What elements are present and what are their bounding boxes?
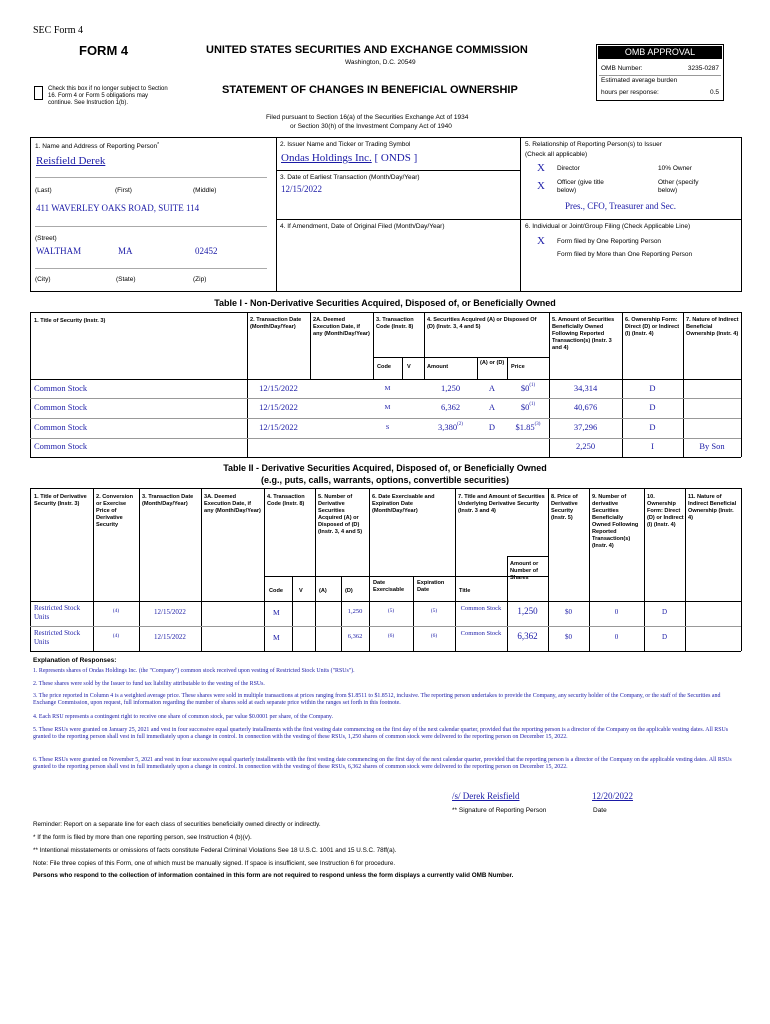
box5-label: 5. Relationship of Reporting Person(s) to Issuer xyxy=(525,141,662,148)
explanation-title: Explanation of Responses: xyxy=(33,657,117,664)
omb-title: OMB APPROVAL xyxy=(598,46,722,59)
t1-h5: 5. Amount of Securities Beneficially Owned Following Reported Transaction(s) (Instr. 3 and 4) xyxy=(552,317,615,351)
t2-v: V xyxy=(299,588,303,594)
box2-label: 2. Issuer Name and Ticker or Trading Symbol xyxy=(280,141,411,148)
t1-row1-date: 12/15/2022 xyxy=(259,383,298,393)
t1-row4-nature: By Son xyxy=(699,441,725,451)
footnote-4: 4. Each RSU represents a contingent right to receive one share of common stock, par value $0.0001 per share, of the Company. xyxy=(33,714,333,720)
reporting-person-name: Reisfield Derek xyxy=(36,155,106,167)
t1-row3-owned: 37,296 xyxy=(573,422,598,432)
t2-h3a: 3A. Deemed Execution Date, if any (Month/Day/Year) xyxy=(204,494,261,514)
t1-row3-amount: 3,380$^{(2)}$ xyxy=(438,422,463,432)
t2-amount-col: Amount or Number of Shares xyxy=(510,561,539,581)
ten-pct-owner-label: 10% Owner xyxy=(658,165,692,172)
t2-row1-expiration: (5) xyxy=(430,608,438,614)
street-label: (Street) xyxy=(35,235,57,242)
t1-row2-date: 12/15/2022 xyxy=(259,402,298,412)
filed-one-person: Form filed by One Reporting Person xyxy=(557,238,662,245)
t2-row1-price: $0 xyxy=(565,608,572,616)
omb-hours-value: 0.5 xyxy=(709,89,719,96)
t1-row3-title: Common Stock xyxy=(34,422,88,432)
filed-line-2: or Section 30(h) of the Investment Company Act of 1940 xyxy=(290,123,452,130)
issuer-name: Ondas Holdings Inc. xyxy=(281,152,372,164)
t1-row1-price-fn: (1) xyxy=(529,383,536,388)
t1-row4-form: I xyxy=(651,441,654,451)
omb-box xyxy=(596,44,724,101)
t1-row2-price: $0$^{(1)}$ xyxy=(520,402,536,412)
t2-row2-date: 12/15/2022 xyxy=(154,633,186,641)
filed-line-1: Filed pursuant to Section 16(a) of the Securities Exchange Act of 1934 xyxy=(266,114,469,121)
t1-row2-code: M xyxy=(384,404,391,411)
director-label: Director xyxy=(557,165,580,172)
t2-h4: 4. Transaction Code (Instr. 8) xyxy=(267,494,305,507)
signature-label: ** Signature of Reporting Person xyxy=(452,807,547,814)
t1-row1-amount: 1,250 xyxy=(440,383,461,393)
checkbox-text: Check this box if no longer subject to Section 16. Form 4 or Form 5 obligations may continue. See Instruction 1(b). xyxy=(48,86,168,107)
t2-row2-underlying: Common Stock xyxy=(460,630,502,637)
statement-title: STATEMENT OF CHANGES IN BENEFICIAL OWNERSHIP xyxy=(222,84,518,96)
t1-row3-ad: D xyxy=(488,422,496,432)
t2-title-col: Title xyxy=(459,588,471,594)
t2-expiration-date: Expiration Date xyxy=(417,580,445,593)
form-title: FORM 4 xyxy=(79,43,129,58)
t1-row3-price: $1.85$^{(3)}$ xyxy=(515,422,541,432)
t1-row1-title: Common Stock xyxy=(34,383,88,393)
t2-row2-code: M xyxy=(273,633,280,642)
earliest-transaction-date: 12/15/2022 xyxy=(281,184,323,194)
table2-title: Table II - Derivative Securities Acquired, Disposed of, or Beneficially Owned xyxy=(223,463,547,473)
note-multiple: * If the form is filed by more than one reporting person, see Instruction 4 (b)(v). xyxy=(33,834,252,841)
box5-sub: (Check all applicable) xyxy=(525,151,588,158)
zip-label: (Zip) xyxy=(193,276,207,283)
other-label: Other (specify below) xyxy=(658,179,699,194)
ticker: [ ONDS ] xyxy=(374,152,418,164)
t2-h11: 11. Nature of Indirect Beneficial Ownership (Instr. 4) xyxy=(688,494,737,521)
t1-row3-price-fn: (3) xyxy=(534,422,541,427)
t2-row1-conversion: (4) xyxy=(112,608,120,614)
t2-row1-disposed: 1,250 xyxy=(347,608,363,615)
omb-hours-label: hours per response: xyxy=(601,89,659,96)
t2-h5: 5. Number of Derivative Securities Acquired (A) or Disposed of (D) (Instr. 3, 4 and 5) xyxy=(318,494,363,535)
agency-title: UNITED STATES SECURITIES AND EXCHANGE COMMISSION xyxy=(206,44,528,56)
t1-row3-code: S xyxy=(385,424,390,431)
t2-row1-owned: 0 xyxy=(614,608,619,616)
t1-row2-owned: 40,676 xyxy=(573,402,598,412)
t1-row1-code: M xyxy=(384,385,391,392)
t2-row1-amount: 1,250 xyxy=(517,606,538,616)
t1-row2-title: Common Stock xyxy=(34,402,88,412)
t2-h10: 10. Ownership Form: Direct (D) or Indirect (I) (Instr. 4) xyxy=(647,494,684,528)
t1-row1-form: D xyxy=(649,383,656,393)
note-reminder: Reminder: Report on a separate line for each class of securities beneficially owned directly or indirectly. xyxy=(33,821,321,828)
t2-d: (D) xyxy=(345,588,353,594)
t2-row2-title: Restricted Stock Units xyxy=(34,629,81,646)
t2-row2-exercisable: (6) xyxy=(387,633,395,639)
director-check: X xyxy=(537,162,545,174)
footnote-3: 3. The price reported in Column 4 is a weighted average price. These shares were sold in multiple transactions at prices ranging from $1.8511 to $1.8512, inclusive. The reporting person undertakes to provide the Company, any security holder of the Company, or the staff of the Securities and Exchange Commission, upon request, full information regarding the number of shares sold at each separate price within the ranges set forth in this footnote. xyxy=(33,693,721,707)
t1-h6: 6. Ownership Form: Direct (D) or Indirect (I) (Instr. 4) xyxy=(625,317,680,337)
note-copies: Note: File three copies of this Form, one of which must be manually signed. If space is insufficient, see Instruction 6 for procedure. xyxy=(33,860,396,867)
t1-row2-ad: A xyxy=(488,402,496,412)
state-label: (State) xyxy=(116,276,136,283)
box6-label: 6. Individual or Joint/Group Filing (Check Applicable Line) xyxy=(525,223,691,230)
last-label: (Last) xyxy=(35,187,52,194)
t2-h6: 6. Date Exercisable and Expiration Date (Month/Day/Year) xyxy=(372,494,435,514)
box3-label: 3. Date of Earliest Transaction (Month/Day/Year) xyxy=(280,174,420,181)
sec-form-label: SEC Form 4 xyxy=(33,25,84,36)
t1-h2a: 2A. Deemed Execution Date, if any (Month/Day/Year) xyxy=(313,317,370,337)
footnote-1: 1. Represents shares of Ondas Holdings Inc. (the "Company") common stock received upon vesting of Restricted Stock Units ("RSUs"). xyxy=(33,668,355,674)
t2-row2-price: $0 xyxy=(565,633,572,641)
t2-row1-underlying: Common Stock xyxy=(460,605,502,612)
omb-burden-label: Estimated average burden xyxy=(601,77,678,84)
note-misstatements: ** Intentional misstatements or omissions of facts constitute Federal Criminal Violations See 18 U.S.C. 1001 and 15 U.S.C. 78ff(a). xyxy=(33,847,397,854)
no-longer-subject-checkbox[interactable] xyxy=(34,86,43,100)
t2-code: Code xyxy=(269,588,283,594)
t1-price: Price xyxy=(511,364,525,370)
officer-label: Officer (give title below) xyxy=(557,179,604,194)
t2-row2-form: D xyxy=(661,633,668,641)
t1-row3-date: 12/15/2022 xyxy=(259,422,298,432)
zip-value: 02452 xyxy=(195,246,218,256)
t2-h3: 3. Transaction Date (Month/Day/Year) xyxy=(142,494,194,507)
t2-row2-expiration: (6) xyxy=(430,633,438,639)
t2-date-exercisable: Date Exercisable xyxy=(373,580,405,593)
t1-h4: 4. Securities Acquired (A) or Disposed Of (D) (Instr. 3, 4 and 5) xyxy=(427,317,537,330)
first-label: (First) xyxy=(115,187,132,194)
t1-row3-amount-fn: (2) xyxy=(457,422,463,427)
one-person-check: X xyxy=(537,235,545,247)
officer-title: Pres., CFO, Treasurer and Sec. xyxy=(565,201,676,211)
omb-number-label: OMB Number: xyxy=(601,65,643,72)
t1-v: V xyxy=(407,364,411,370)
t2-row2-conversion: (4) xyxy=(112,633,120,639)
t1-row2-form: D xyxy=(649,402,656,412)
t2-row2-owned: 0 xyxy=(614,633,619,641)
box1-label: 1. Name and Address of Reporting Person* xyxy=(35,142,160,150)
t2-row2-amount: 6,362 xyxy=(517,631,538,641)
t1-row1-owned: 34,314 xyxy=(573,383,598,393)
t2-h2: 2. Conversion or Exercise Price of Derivative Security xyxy=(96,494,133,528)
date-label: Date xyxy=(593,807,607,814)
t2-h9: 9. Number of derivative Securities Beneficially Owned Following Reported Transaction(s) (Instr. 4) xyxy=(592,494,639,549)
box4-label: 4. If Amendment, Date of Original Filed (Month/Day/Year) xyxy=(280,223,445,230)
t1-code: Code xyxy=(377,364,391,370)
t2-h7: 7. Title and Amount of Securities Underlying Derivative Security (Instr. 3 and 4) xyxy=(458,494,545,514)
location: Washington, D.C. 20549 xyxy=(345,59,416,66)
t2-row1-date: 12/15/2022 xyxy=(154,608,186,616)
t1-row2-price-fn: (1) xyxy=(529,402,536,407)
signature-date: 12/20/2022 xyxy=(592,791,634,801)
t2-row1-form: D xyxy=(661,608,668,616)
city-value: WALTHAM xyxy=(36,246,82,256)
t2-row1-code: M xyxy=(273,608,280,617)
omb-number-value: 3235-0287 xyxy=(687,65,719,72)
t2-h1: 1. Title of Derivative Security (Instr. 3) xyxy=(34,494,87,507)
street-value: 411 WAVERLEY OAKS ROAD, SUITE 114 xyxy=(36,203,200,213)
city-label: (City) xyxy=(35,276,51,283)
issuer-name-ticker xyxy=(281,152,417,165)
t2-a: (A) xyxy=(319,588,327,594)
footnote-2: 2. These shares were sold by the Issuer to fund tax liability attributable to the vesting of the RSUs. xyxy=(33,681,265,687)
t1-h1: 1. Title of Security (Instr. 3) xyxy=(34,318,106,324)
table2-subtitle: (e.g., puts, calls, warrants, options, convertible securities) xyxy=(260,475,510,485)
t1-h3: 3. Transaction Code (Instr. 8) xyxy=(376,317,414,330)
t1-row3-form: D xyxy=(649,422,656,432)
note-omb: Persons who respond to the collection of information contained in this form are not required to respond unless the form displays a currently valid OMB Number. xyxy=(33,872,514,879)
t1-row2-amount: 6,362 xyxy=(440,402,461,412)
t1-row4-owned: 2,250 xyxy=(575,441,596,451)
t1-row4-title: Common Stock xyxy=(34,441,88,451)
table1-title: Table I - Non-Derivative Securities Acquired, Disposed of, or Beneficially Owned xyxy=(214,298,556,308)
t2-row2-disposed: 6,362 xyxy=(347,633,363,640)
t1-aord: (A) or (D) xyxy=(480,360,505,366)
t1-row1-price: $0$^{(1)}$ xyxy=(520,383,536,393)
filed-multiple-persons: Form filed by More than One Reporting Person xyxy=(557,251,693,258)
footnote-6: 6. These RSUs were granted on November 5, 2021 and vest in four successive equal quarterly installments with the first vesting date commencing on the first day of the next calendar quarter, provided that the reporting person is a director of the Company on the applicable vesting dates. All RSUs granted to the reporting person shall vest in full immediately upon a change in control. In connection with the vesting of these RSUs, 6,362 shares of common stock were delivered to the reporting person on December 15, 2022. xyxy=(33,757,732,771)
signature-name: /s/ Derek Reisfield xyxy=(452,791,520,801)
t1-h2: 2. Transaction Date (Month/Day/Year) xyxy=(250,317,302,330)
t2-h8: 8. Price of Derivative Security (Instr. 5) xyxy=(551,494,578,521)
officer-check: X xyxy=(537,180,545,192)
t1-row1-ad: A xyxy=(488,383,496,393)
middle-label: (Middle) xyxy=(193,187,217,194)
state-value: MA xyxy=(118,246,133,256)
t1-amount: Amount xyxy=(427,364,449,370)
footnote-5: 5. These RSUs were granted on January 25, 2021 and vest in four successive equal quarterly installments with the first vesting date commencing on the first day of the next calendar quarter, provided that the reporting person is a director of the Company on the applicable vesting dates. All RSUs granted to the reporting person shall vest in full immediately upon a change in control. In connection with the vesting of these RSUs, 1,250 shares of common stock were delivered to the reporting person on December 15, 2022. xyxy=(33,727,729,741)
t2-row1-title: Restricted Stock Units xyxy=(34,604,81,621)
t2-row1-exercisable: (5) xyxy=(387,608,395,614)
t1-h7: 7. Nature of Indirect Beneficial Ownership (Instr. 4) xyxy=(686,317,739,337)
